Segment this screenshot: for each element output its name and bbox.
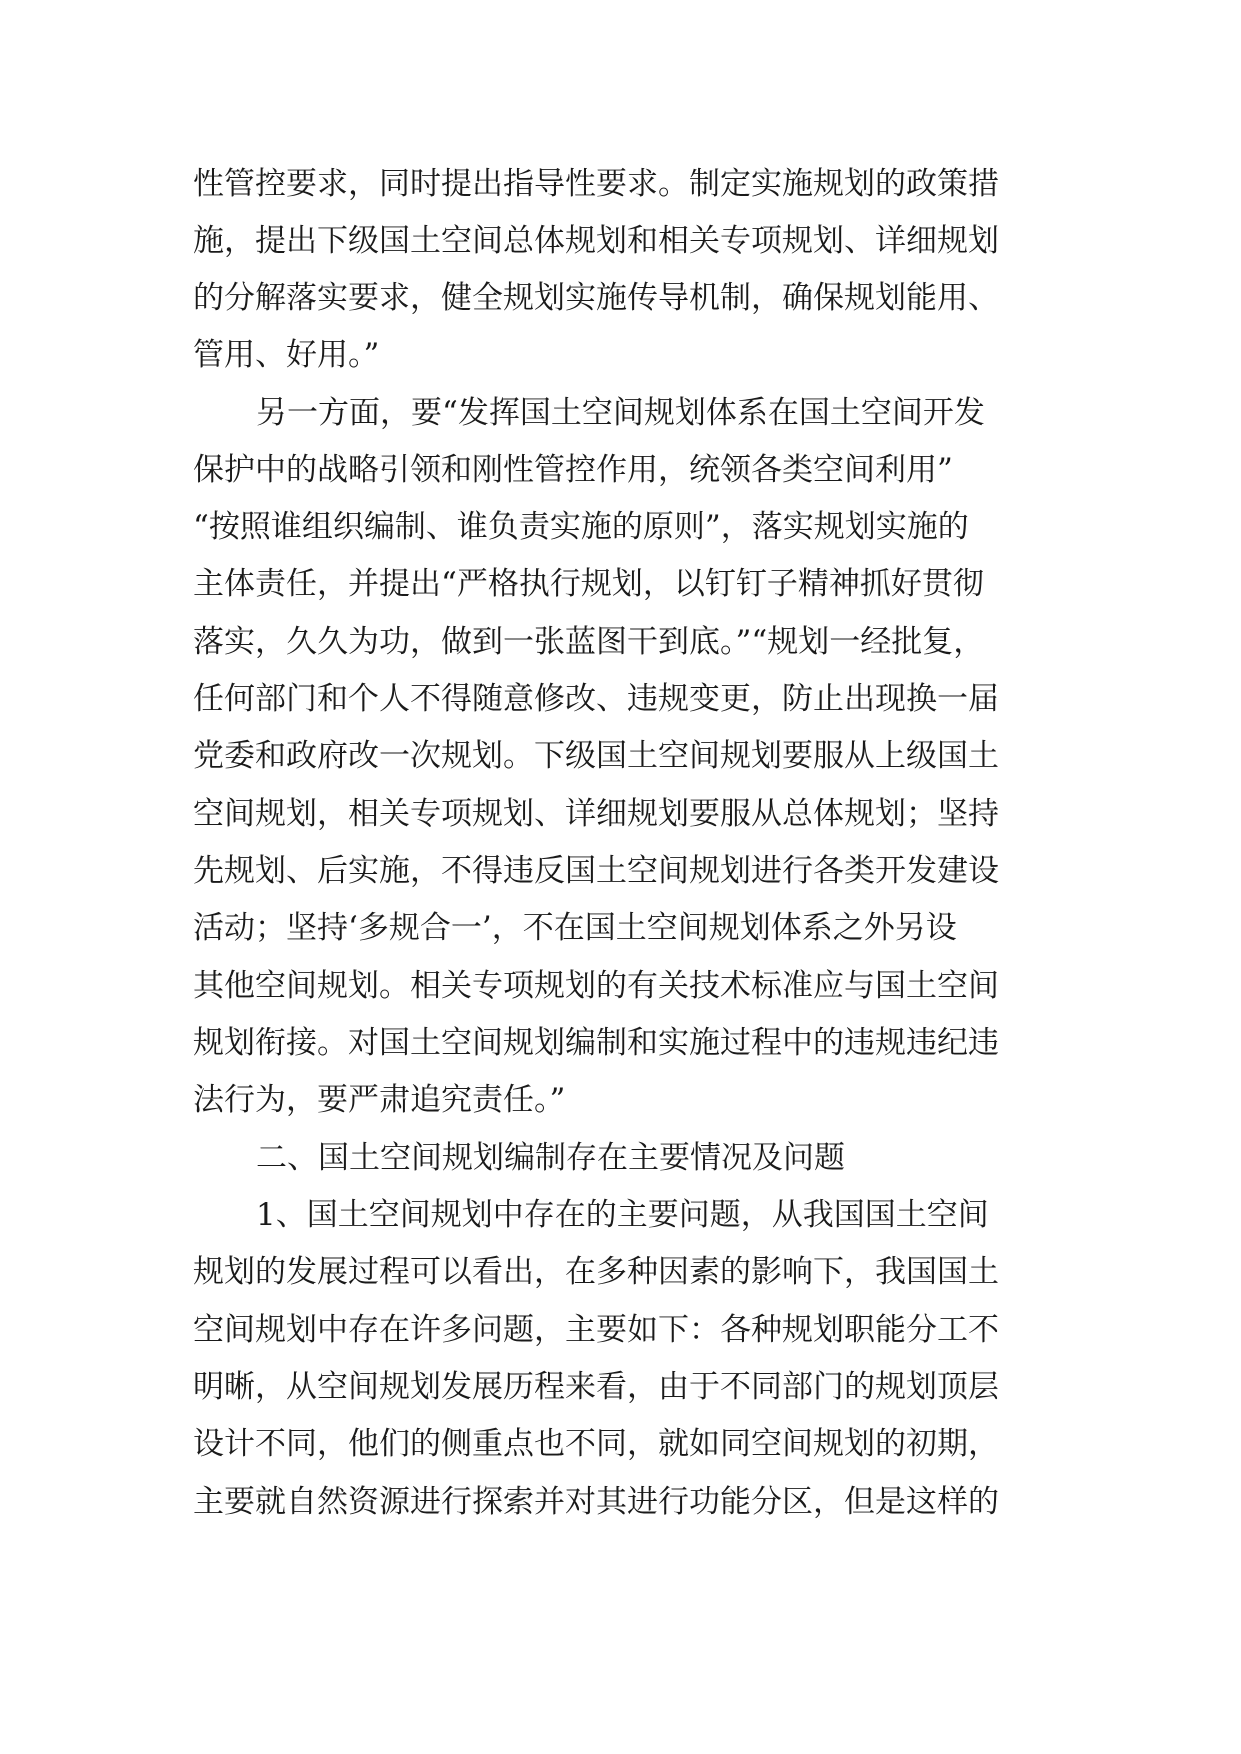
text-line: 主要就自然资源进行探索并对其进行功能分区，但是这样的 xyxy=(193,1484,999,1520)
text-line: 活动；坚持‘多规合一’，不在国土空间规划体系之外另设 xyxy=(193,910,957,946)
text-line: 性管控要求，同时提出指导性要求。制定实施规划的政策措 xyxy=(193,166,999,202)
text-line: 的分解落实要求，健全规划实施传导机制，确保规划能用、 xyxy=(193,280,999,316)
text-line: 明晰，从空间规划发展历程来看，由于不同部门的规划顶层 xyxy=(193,1369,999,1405)
text-line: 其他空间规划。相关专项规划的有关技术标准应与国土空间 xyxy=(193,968,999,1004)
section-heading: 二、国土空间规划编制存在主要情况及问题 xyxy=(256,1140,845,1176)
paragraph-start-line: 1、国土空间规划中存在的主要问题，从我国国土空间 xyxy=(256,1197,989,1233)
text-line: 法行为，要严肃追究责任。” xyxy=(193,1082,566,1118)
text-line: 落实，久久为功，做到一张蓝图干到底。”“规划一经批复， xyxy=(193,624,985,660)
text-line: 空间规划，相关专项规划、详细规划要服从总体规划；坚持 xyxy=(193,796,999,832)
text-line: 规划的发展过程可以看出，在多种因素的影响下，我国国土 xyxy=(193,1254,999,1290)
text-line: 主体责任，并提出“严格执行规划，以钉钉子精神抓好贯彻 xyxy=(193,566,984,602)
text-line: 规划衔接。对国土空间规划编制和实施过程中的违规违纪违 xyxy=(193,1025,999,1061)
text-line: 党委和政府改一次规划。下级国土空间规划要服从上级国土 xyxy=(193,738,999,774)
text-line: 管用、好用。” xyxy=(193,337,380,373)
paragraph-start-line: 另一方面，要“发挥国土空间规划体系在国土空间开发 xyxy=(256,395,985,431)
text-line: 先规划、后实施，不得违反国土空间规划进行各类开发建设 xyxy=(193,853,999,889)
text-line: 保护中的战略引领和刚性管控作用，统领各类空间利用” xyxy=(193,452,953,488)
text-line: “按照谁组织编制、谁负责实施的原则”，落实规划实施的 xyxy=(193,509,969,545)
text-line: 施，提出下级国土空间总体规划和相关专项规划、详细规划 xyxy=(193,223,999,259)
text-line: 任何部门和个人不得随意修改、违规变更，防止出现换一届 xyxy=(193,681,999,717)
text-line: 设计不同，他们的侧重点也不同，就如同空间规划的初期， xyxy=(193,1426,999,1462)
text-line: 空间规划中存在许多问题，主要如下：各种规划职能分工不 xyxy=(193,1312,999,1348)
